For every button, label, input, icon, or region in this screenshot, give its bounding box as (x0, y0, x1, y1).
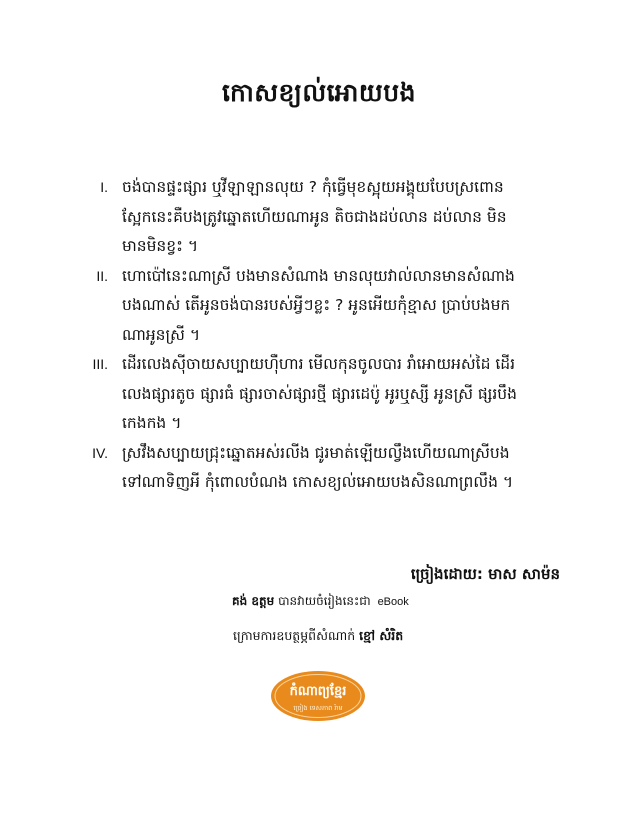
verse-text (122, 439, 568, 498)
verse-number: IV. (92, 444, 108, 461)
verse-line: ហោប៉ៅនេះណាស្រី បងមានសំណាង មានលុយវាល់លានមានសំណាង (122, 266, 515, 285)
verse-1 (78, 173, 568, 262)
verse-line: ចង់បានផ្ទះផ្សារ ឬវីឡាឡានលុយ ? កុំធ្វើមុខស្អុយអង្គុយបែបស្រពោន (122, 178, 504, 196)
verse-number: III. (92, 356, 108, 372)
verse-line: មានមិនខ្វះ ។ (122, 237, 199, 255)
typist-note: បានវាយចំរៀងនេះជា (278, 594, 371, 608)
typist-credit (232, 593, 409, 611)
verse-line: ស្អែកនេះគឺបងត្រូវឆ្នោតហើយណាអូន តិចជាងដប់លាន ដប់លាន មិន (122, 207, 507, 226)
verse-4 (78, 439, 568, 498)
sponsor-name: ខ្មៅ សំរិត (359, 628, 404, 643)
verse-number: II. (96, 267, 108, 284)
verse-line: កេងកង ។ (122, 414, 182, 432)
verse-line: ទៅណាទិញអី កុំពោលបំណង កោសខ្យល់អោយបងសិនណាព្រលឹង ។ (122, 473, 514, 491)
verse-line: ដើរលេងស៊ីចាយសប្បាយហ៊ឺហារ មើលកុនចូលបារ រាំអោយអស់ដៃ ដើរ (122, 355, 516, 373)
verse-line: ស្រវឹងសប្បាយជ្រុះឆ្នោតអស់រលីង ជូរមាត់ឡើយល្វឹងហើយណាស្រីបង (122, 443, 510, 462)
sponsor-label: ក្រោមការឧបត្ថម្ភពីសំណាក់ (233, 628, 356, 643)
verse-2 (78, 262, 568, 351)
song-title: កោសខ្យល់អោយបង (222, 78, 416, 107)
verse-line: បងណាស់ តើអូនចង់បានរបស់អ្វីៗខ្លះ ? អូនអើយកុំខ្មាស ប្រាប់បងមក (122, 296, 511, 314)
verse-3 (78, 350, 568, 439)
lyrics (78, 173, 568, 498)
ebook-label: eBook (377, 596, 409, 608)
verse-text (122, 262, 568, 351)
khmer-poetry-logo (270, 670, 366, 722)
verse-line: លេងផ្សារតូច ផ្សារធំ ផ្សារចាស់ផ្សារថ្មី ផ្សារដេប៉ូ អូរឬស្សី អូនស្រី ផ្សរបឹង (122, 384, 517, 403)
verse-text (122, 173, 568, 262)
verse-line: ណាអូនស្រី ។ (122, 325, 201, 344)
logo-title: កំណាព្យខ្មែរ (289, 684, 347, 699)
sponsor-credit (233, 628, 403, 647)
singer-credit: ច្រៀងដោយ: មាស សាម៉ន (410, 565, 560, 583)
typist-name: គង់ ឧត្តម (232, 594, 275, 608)
logo-subtitle: ច្រៀង​ ទេសភាព​ រ៉ាម (293, 704, 343, 712)
verse-text (122, 350, 568, 439)
verse-number: I. (100, 179, 108, 195)
